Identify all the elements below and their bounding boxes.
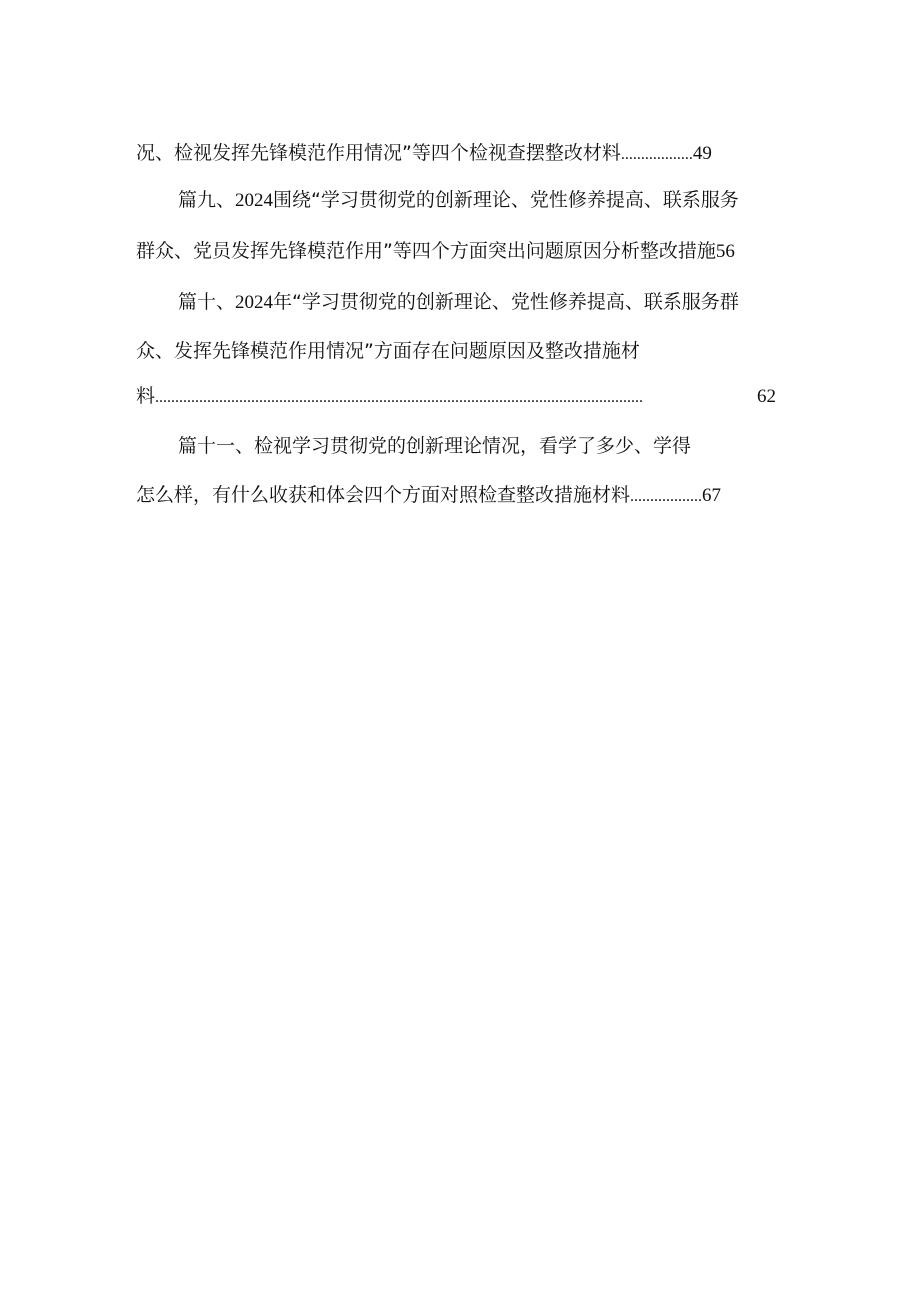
toc-entry-10-dots: .......................................................................................................................... [155,389,644,406]
toc-entry-10-text-1: 年“学习贯彻党的创新理论、党性修养提高、联系服务群 [273,291,739,313]
toc-entry-8-text: 况、检视发挥先锋模范作用情况”等四个检视查摆整改材料 [136,142,621,164]
toc-entry-11-line-1[interactable] [178,431,691,461]
toc-entry-10-line-1[interactable] [178,287,739,317]
toc-entry-10-text-3: 料 [136,385,156,407]
toc-entry-8-page: 49 [692,143,712,164]
toc-entry-11-line-2[interactable] [136,480,721,510]
toc-entry-11-text-2: 怎么样，有什么收获和体会四个方面对照检查整改措施材料 [136,484,631,506]
toc-entry-9-page: 56 [715,241,735,262]
toc-entry-10-prefix: 篇十、 [178,291,236,313]
toc-entry-9-prefix: 篇九、 [178,189,236,211]
toc-entry-9-text-2: 群众、党员发挥先锋模范作用”等四个方面突出问题原因分析整改措施 [136,240,716,262]
toc-entry-11-text-1: 篇十一、检视学习贯彻党的创新理论情况，看学了多少、学得 [178,435,692,457]
toc-entry-11-dots: .................. [630,488,703,505]
toc-entry-10-year: 2024 [235,292,274,313]
toc-entry-8-line[interactable] [136,138,712,168]
toc-entry-10-line-3[interactable] [136,381,776,411]
toc-entry-11-page: 67 [702,485,722,506]
toc-entry-9-text-1: 围绕“学习贯彻党的创新理论、党性修养提高、联系服务 [273,189,739,211]
toc-entry-10-text-2: 众、发挥先锋模范作用情况”方面存在问题原因及整改措施材 [136,340,640,362]
toc-entry-9-year: 2024 [235,190,274,211]
toc-entry-8-dots: .................. [620,146,693,163]
toc-entry-10-line-2[interactable] [136,336,640,366]
toc-entry-9-line-2[interactable] [136,236,735,266]
toc-entry-10-page: 62 [757,386,776,407]
toc-entry-9-line-1[interactable] [178,185,739,215]
